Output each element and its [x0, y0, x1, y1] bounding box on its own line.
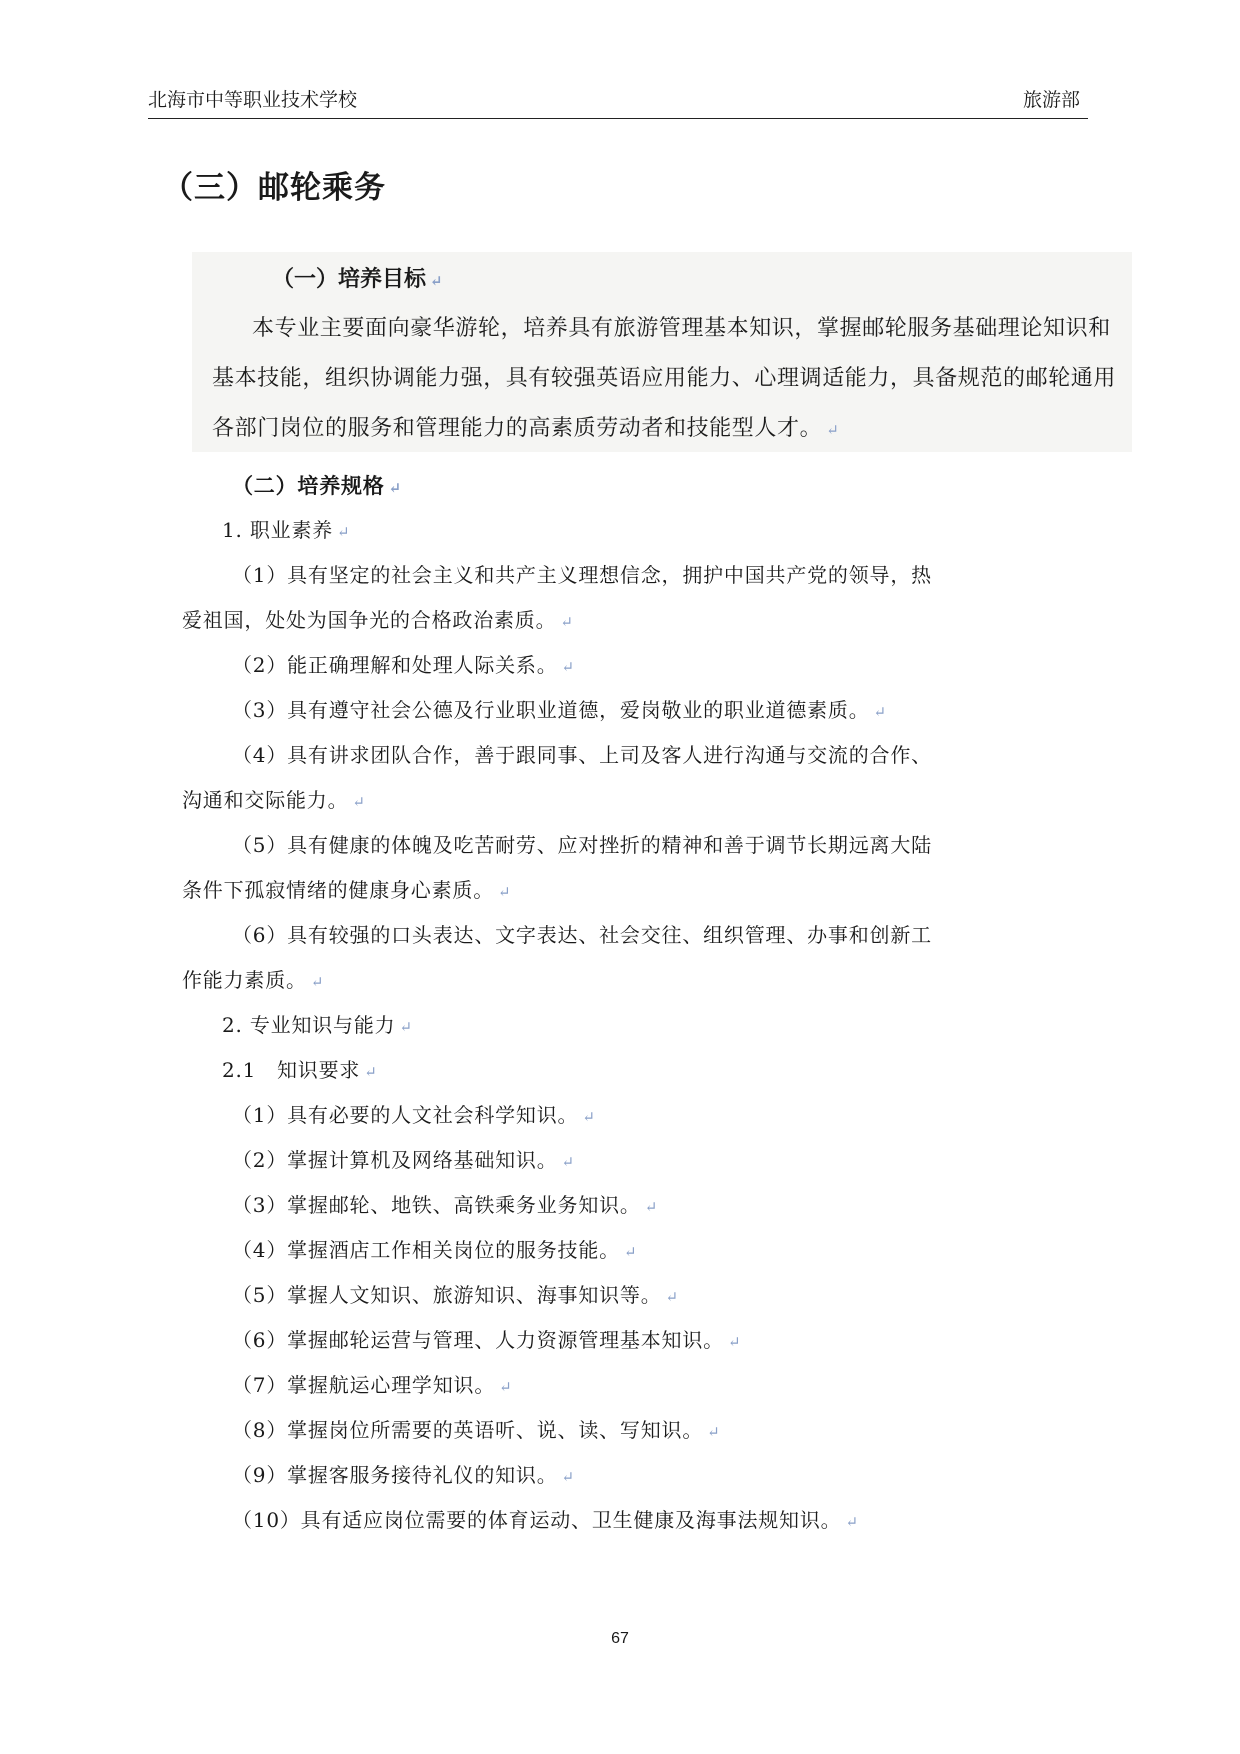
- return-mark-icon: ↵: [498, 883, 512, 901]
- spec-line: （3）具有遵守社会公德及行业职业道德，爱岗敬业的职业道德素质。 ↵: [232, 698, 887, 722]
- spec-line: （5）具有健康的体魄及吃苦耐劳、应对挫折的精神和善于调节长期远离大陆: [232, 833, 932, 857]
- return-mark-icon: ↵: [399, 1018, 413, 1036]
- spec-line: 2.1 知识要求 ↵: [222, 1058, 378, 1082]
- spec-line: 条件下孤寂情绪的健康身心素质。 ↵: [182, 878, 512, 902]
- return-mark-icon: ↵: [337, 523, 351, 541]
- spec-line: 作能力素质。 ↵: [182, 968, 325, 992]
- spec-line: （8）掌握岗位所需要的英语听、说、读、写知识。 ↵: [232, 1418, 721, 1442]
- spec-line: 爱祖国，处处为国争光的合格政治素质。 ↵: [182, 608, 574, 632]
- training-goal-paragraph: 本专业主要面向豪华游轮，培养具有旅游管理基本知识，掌握邮轮服务基础理论知识和基本技能，组织协调能力强，具有较强英语应用能力、心理调适能力，具备规范的邮轮通用各部门岗位的服务和管理能力的高素质劳动者和技能型人才。 ↵: [212, 316, 1117, 441]
- training-goal-block: [192, 252, 1132, 452]
- return-mark-icon: ↵: [499, 1378, 513, 1396]
- school-name: 北海市中等职业技术学校: [148, 89, 358, 111]
- training-spec-heading: （二）培养规格 ↵: [232, 473, 402, 498]
- return-mark-icon: ↵: [364, 1063, 378, 1081]
- spec-line: （4）具有讲求团队合作，善于跟同事、上司及客人进行沟通与交流的合作、: [232, 743, 932, 767]
- return-mark-icon: ↵: [310, 973, 325, 991]
- return-mark-icon: ↵: [873, 703, 887, 721]
- spec-line: （10）具有适应岗位需要的体育运动、卫生健康及海事法规知识。 ↵: [232, 1508, 859, 1532]
- spec-line: （2）掌握计算机及网络基础知识。 ↵: [232, 1148, 575, 1172]
- return-mark-icon: ↵: [707, 1423, 721, 1441]
- return-mark-icon: ↵: [561, 1153, 575, 1171]
- return-mark-icon: ↵: [623, 1243, 638, 1261]
- page-header: [148, 86, 1088, 119]
- spec-line: （9）掌握客服务接待礼仪的知识。 ↵: [232, 1463, 575, 1487]
- return-mark-icon: ↵: [665, 1288, 679, 1306]
- return-mark-icon: ↵: [388, 479, 402, 497]
- spec-line: （5）掌握人文知识、旅游知识、海事知识等。 ↵: [232, 1283, 679, 1307]
- spec-line: 沟通和交际能力。 ↵: [182, 788, 366, 812]
- section-title: （三）邮轮乘务: [162, 170, 386, 206]
- return-mark-icon: ↵: [430, 272, 443, 290]
- spec-line: （1）具有必要的人文社会科学知识。 ↵: [232, 1103, 596, 1127]
- spec-line: （6）掌握邮轮运营与管理、人力资源管理基本知识。 ↵: [232, 1328, 742, 1352]
- spec-line: （4）掌握酒店工作相关岗位的服务技能。 ↵: [232, 1238, 638, 1262]
- spec-line: （6）具有较强的口头表达、文字表达、社会交往、组织管理、办事和创新工: [232, 923, 932, 947]
- training-spec-block: [182, 470, 1112, 1570]
- spec-line: 1. 职业素养 ↵: [222, 518, 351, 542]
- return-mark-icon: ↵: [644, 1198, 659, 1216]
- return-mark-icon: ↵: [826, 421, 840, 439]
- department-name: 旅游部: [1022, 89, 1080, 111]
- return-mark-icon: ↵: [582, 1108, 596, 1126]
- return-mark-icon: ↵: [560, 613, 574, 631]
- return-mark-icon: ↵: [561, 1468, 575, 1486]
- spec-line: （2）能正确理解和处理人际关系。 ↵: [232, 653, 575, 677]
- page-number: 67: [611, 1630, 629, 1647]
- training-goal-heading: （一）培养目标 ↵: [272, 266, 443, 292]
- spec-line: （7）掌握航运心理学知识。 ↵: [232, 1373, 513, 1397]
- return-mark-icon: ↵: [561, 658, 575, 676]
- return-mark-icon: ↵: [352, 793, 366, 811]
- spec-line: 2. 专业知识与能力 ↵: [222, 1013, 413, 1037]
- return-mark-icon: ↵: [845, 1513, 859, 1531]
- spec-line: （3）掌握邮轮、地铁、高铁乘务业务知识。 ↵: [232, 1193, 659, 1217]
- spec-line: （1）具有坚定的社会主义和共产主义理想信念，拥护中国共产党的领导，热: [232, 563, 932, 587]
- return-mark-icon: ↵: [727, 1333, 742, 1351]
